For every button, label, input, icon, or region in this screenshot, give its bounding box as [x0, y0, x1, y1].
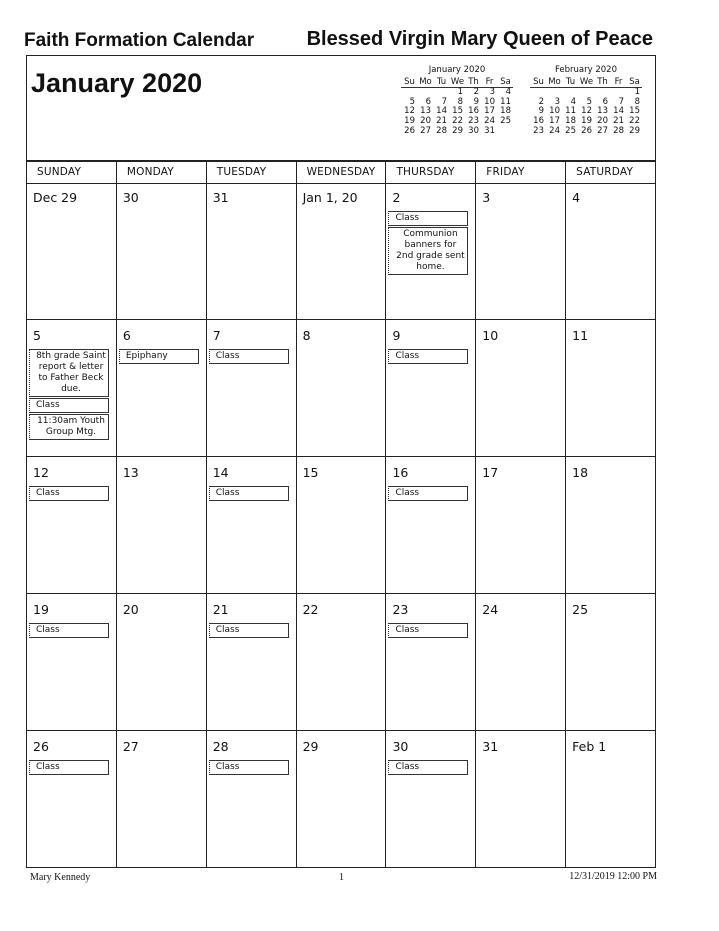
- dow-sunday: SUNDAY: [37, 166, 82, 178]
- day-cell[interactable]: [385, 594, 475, 730]
- day-number: 3: [482, 190, 491, 205]
- day-number: 26: [33, 739, 49, 754]
- dow-wednesday: WEDNESDAY: [296, 162, 386, 183]
- day-cell[interactable]: [385, 731, 475, 867]
- calendar-event[interactable]: Class: [209, 349, 289, 364]
- footer-print-date: 12/31/2019 12:00 PM: [569, 871, 657, 882]
- mini-calendar-day: 23: [533, 125, 544, 136]
- day-cell[interactable]: [565, 182, 655, 319]
- day-cell[interactable]: [475, 731, 565, 867]
- day-number: 30: [392, 739, 409, 754]
- mini-calendar-day: 5: [586, 96, 592, 107]
- footer-page-number: 1: [339, 872, 344, 883]
- day-cell[interactable]: [565, 731, 655, 867]
- day-number: 10: [482, 328, 499, 343]
- day-number: 5: [33, 328, 41, 343]
- mini-calendar-dow: Fr: [481, 78, 497, 88]
- dow-monday: MONDAY: [116, 162, 206, 183]
- mini-calendar-day: 2: [473, 87, 479, 98]
- day-cell[interactable]: [385, 320, 475, 456]
- mini-calendar-day: 3: [489, 87, 495, 98]
- day-number: 31: [212, 190, 229, 205]
- weeks-container: [26, 182, 656, 868]
- mini-calendar-day: 25: [565, 125, 576, 136]
- calendar-event[interactable]: Class: [388, 486, 468, 501]
- day-cell[interactable]: [296, 731, 386, 867]
- day-cell[interactable]: [475, 182, 565, 319]
- mini-calendar-day: 6: [425, 96, 431, 107]
- day-number: 19: [33, 602, 49, 617]
- mini-calendar-day: 14: [613, 106, 624, 117]
- day-cell[interactable]: [27, 731, 116, 867]
- mini-calendar-day: 5: [409, 96, 415, 107]
- calendar-event[interactable]: Class: [29, 623, 109, 638]
- calendar-event[interactable]: Class: [388, 760, 468, 775]
- mini-calendar-title: January 2020: [428, 65, 486, 75]
- mini-calendar-day: 27: [597, 125, 608, 136]
- month-header-box: [26, 55, 656, 161]
- day-cell[interactable]: [27, 320, 116, 456]
- day-number: Jan 1, 20: [302, 190, 358, 205]
- day-number: Feb 1: [572, 739, 607, 754]
- day-number: 25: [572, 602, 589, 617]
- mini-calendar-day: 12: [404, 106, 415, 117]
- mini-calendar-day: 16: [533, 115, 544, 126]
- calendar-event[interactable]: Class: [388, 349, 468, 364]
- day-cell[interactable]: [27, 594, 116, 730]
- day-cell[interactable]: [116, 457, 206, 593]
- day-cell[interactable]: [296, 182, 386, 319]
- day-number: 28: [212, 739, 229, 754]
- mini-calendar-dow: Mo: [546, 78, 562, 88]
- mini-calendar-day: 11: [565, 106, 576, 117]
- calendar-program-title: Faith Formation Calendar: [24, 30, 255, 51]
- mini-calendar-day: 4: [505, 87, 511, 98]
- day-cell[interactable]: [565, 320, 655, 456]
- calendar-event[interactable]: Class: [388, 211, 468, 226]
- mini-calendar-day: 7: [618, 96, 624, 107]
- mini-calendar-day: 30: [468, 125, 479, 136]
- day-number: 22: [302, 602, 319, 617]
- mini-calendar-day: 11: [500, 96, 511, 107]
- day-cell[interactable]: [565, 594, 655, 730]
- dow-saturday: SATURDAY: [565, 162, 655, 183]
- day-number: 6: [122, 328, 131, 343]
- mini-calendar-day: 28: [436, 125, 447, 136]
- mini-calendar-dow: Th: [594, 78, 610, 88]
- day-number: 2: [392, 190, 401, 205]
- day-cell[interactable]: [475, 457, 565, 593]
- mini-calendar-dow: Sa: [497, 78, 513, 88]
- day-cell[interactable]: [206, 457, 296, 593]
- day-number: 17: [482, 465, 499, 480]
- mini-calendar-day: 18: [565, 115, 576, 126]
- mini-calendar-day: 26: [581, 125, 592, 136]
- mini-calendar-day: 16: [468, 106, 479, 117]
- mini-calendar-dow: We: [579, 76, 594, 87]
- mini-calendar-february: [530, 66, 642, 136]
- day-cell[interactable]: [206, 731, 296, 867]
- day-number: Dec 29: [33, 190, 78, 205]
- month-grid: [26, 160, 656, 868]
- mini-calendar-dow: Mo: [417, 78, 433, 88]
- mini-calendar-day: [497, 127, 513, 137]
- mini-calendar-day: 21: [436, 115, 447, 126]
- day-cell[interactable]: [296, 457, 386, 593]
- footer-author: Mary Kennedy: [30, 872, 91, 883]
- day-cell[interactable]: [116, 182, 206, 319]
- parish-name: Blessed Virgin Mary Queen of Peace: [306, 28, 653, 50]
- day-of-week-header: [26, 160, 656, 184]
- day-cell[interactable]: [116, 594, 206, 730]
- mini-calendar-day: 27: [420, 125, 431, 136]
- mini-calendar-day: 23: [468, 115, 479, 126]
- mini-calendar-day: 14: [436, 106, 447, 117]
- day-cell[interactable]: [27, 457, 116, 593]
- day-number: 31: [482, 739, 499, 754]
- mini-calendar-day: 31: [484, 125, 495, 136]
- mini-calendar-day: 13: [420, 106, 431, 117]
- mini-calendar-day: 7: [441, 96, 447, 107]
- day-number: 8: [302, 328, 311, 343]
- mini-calendar-day: 10: [549, 106, 560, 117]
- mini-calendar-day: 17: [549, 115, 560, 126]
- day-number: 11: [572, 328, 589, 343]
- day-number: 16: [392, 465, 409, 480]
- mini-calendar-day: 2: [538, 96, 544, 107]
- day-number: 12: [33, 465, 49, 480]
- day-cell[interactable]: [385, 182, 475, 319]
- day-number: 7: [212, 328, 221, 343]
- mini-calendar-day: 9: [473, 96, 479, 107]
- week-row: [27, 593, 655, 730]
- day-cell[interactable]: [27, 182, 116, 319]
- day-number: 29: [302, 739, 319, 754]
- calendar-event[interactable]: Class: [209, 486, 289, 501]
- day-cell[interactable]: [296, 320, 386, 456]
- mini-calendar-day: 24: [484, 115, 495, 126]
- mini-calendar-day: 8: [634, 96, 640, 107]
- mini-calendar-day: 22: [452, 115, 463, 126]
- day-cell[interactable]: [116, 731, 206, 867]
- calendar-event[interactable]: Class: [29, 486, 109, 501]
- day-cell[interactable]: [206, 320, 296, 456]
- mini-calendar-day: 15: [452, 106, 463, 117]
- mini-calendar-dow: Tu: [562, 78, 578, 88]
- mini-calendar-day: 21: [613, 115, 624, 126]
- calendar-event[interactable]: Class: [209, 623, 289, 638]
- mini-calendar-day: 13: [597, 106, 608, 117]
- mini-calendar-day: 29: [452, 125, 463, 136]
- mini-calendar-day: 6: [602, 96, 608, 107]
- mini-calendar-day: 26: [404, 125, 415, 136]
- mini-calendar-dow: We: [450, 76, 465, 87]
- day-number: 23: [392, 602, 409, 617]
- day-number: 24: [482, 602, 499, 617]
- calendar-event[interactable]: Epiphany: [119, 349, 199, 364]
- day-cell[interactable]: [565, 457, 655, 593]
- calendar-event[interactable]: 8th grade Saint report & letter to Father Beck due.: [29, 349, 109, 397]
- mini-calendar-day: 19: [404, 115, 415, 126]
- mini-calendar-day: 20: [597, 115, 608, 126]
- dow-tuesday: TUESDAY: [206, 162, 296, 183]
- mini-calendar-day: 1: [457, 87, 463, 98]
- mini-calendar-dow: Th: [465, 78, 481, 88]
- mini-calendar-day: 25: [500, 115, 511, 126]
- mini-calendar-day: 18: [500, 106, 511, 117]
- day-cell[interactable]: [116, 320, 206, 456]
- mini-calendar-day: 12: [581, 106, 592, 117]
- day-number: 27: [122, 739, 139, 754]
- calendar-event[interactable]: Communion banners for 2nd grade sent home.: [388, 227, 468, 275]
- mini-calendar-day: 24: [549, 125, 560, 136]
- mini-calendar-day: 28: [613, 125, 624, 136]
- mini-calendar-day: 3: [554, 96, 560, 107]
- day-number: 21: [212, 602, 229, 617]
- mini-calendar-january: [401, 66, 513, 136]
- mini-calendar-day: 20: [420, 115, 431, 126]
- calendar-event[interactable]: Class: [29, 398, 109, 413]
- mini-calendar-day: 17: [484, 106, 495, 117]
- day-cell[interactable]: [475, 320, 565, 456]
- week-row: [27, 182, 655, 319]
- calendar-event[interactable]: 11:30am Youth Group Mtg.: [29, 414, 109, 440]
- day-number: 9: [392, 328, 401, 343]
- mini-calendar-day: 9: [538, 106, 544, 117]
- day-cell[interactable]: [296, 594, 386, 730]
- calendar-event[interactable]: Class: [209, 760, 289, 775]
- mini-calendar-day: 19: [581, 115, 592, 126]
- calendar-event[interactable]: Class: [29, 760, 109, 775]
- mini-calendar-day: 1: [634, 87, 640, 98]
- week-row: [27, 730, 655, 867]
- month-title: January 2020: [31, 68, 203, 98]
- mini-calendar-day: 29: [629, 125, 640, 136]
- day-number: 30: [122, 190, 139, 205]
- mini-calendar-dow: Tu: [433, 78, 449, 88]
- day-cell[interactable]: [385, 457, 475, 593]
- day-number: 15: [302, 465, 319, 480]
- mini-calendar-title: February 2020: [555, 65, 617, 75]
- mini-calendar-day: 10: [484, 96, 495, 107]
- mini-calendar-day: 22: [629, 115, 640, 126]
- mini-calendar-dow: Su: [401, 78, 417, 88]
- mini-calendar-day: 8: [457, 96, 463, 107]
- day-cell[interactable]: [206, 182, 296, 319]
- day-cell[interactable]: [206, 594, 296, 730]
- mini-calendar-dow: Fr: [610, 78, 626, 88]
- mini-calendar-dow: Sa: [626, 78, 642, 88]
- calendar-event[interactable]: Class: [388, 623, 468, 638]
- day-number: 20: [122, 602, 139, 617]
- week-row: [27, 456, 655, 593]
- mini-calendar-day: 15: [629, 106, 640, 117]
- day-cell[interactable]: [475, 594, 565, 730]
- mini-calendar-dow: Su: [530, 78, 546, 88]
- mini-calendar-day: 4: [570, 96, 576, 107]
- dow-thursday: THURSDAY: [385, 162, 475, 183]
- dow-friday: FRIDAY: [475, 162, 565, 183]
- day-number: 14: [212, 465, 229, 480]
- day-number: 13: [122, 465, 139, 480]
- week-row: [27, 319, 655, 456]
- day-number: 18: [572, 465, 589, 480]
- day-number: 4: [572, 190, 581, 205]
